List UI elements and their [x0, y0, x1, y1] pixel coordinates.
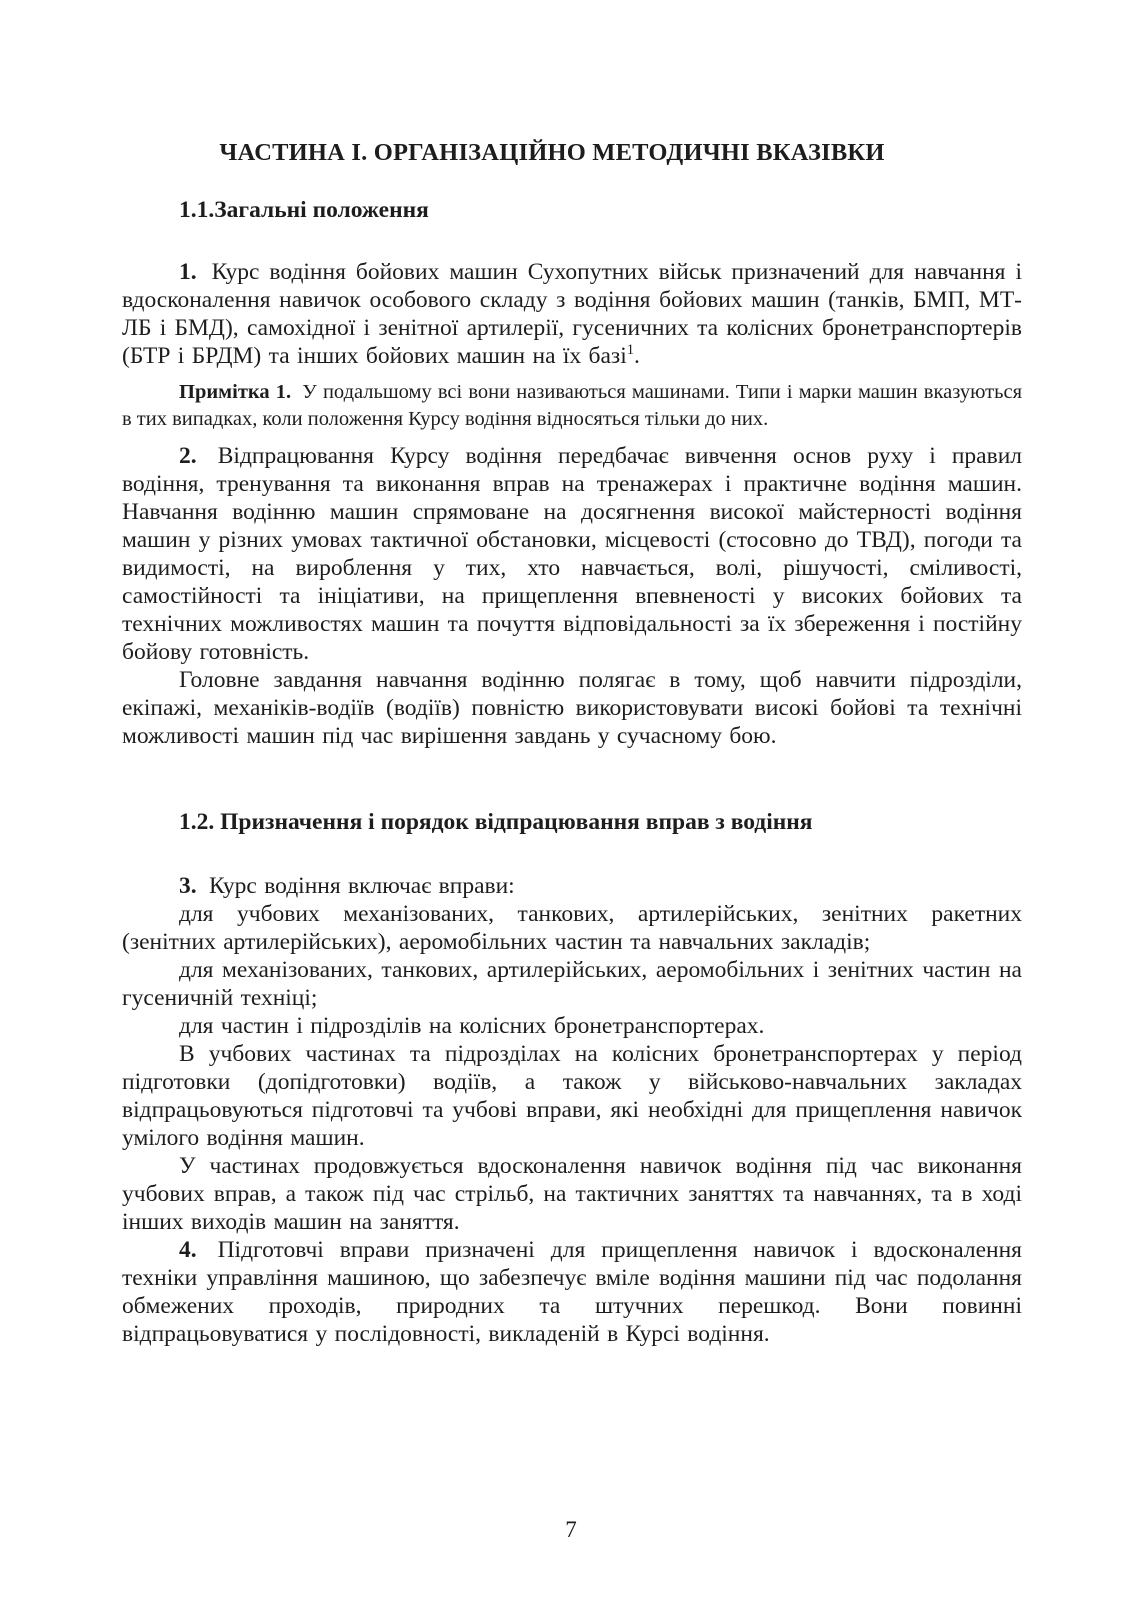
paragraph-4-text: Курс водіння включає вправи:	[201, 873, 515, 899]
footnote-marker: 1	[626, 342, 635, 359]
paragraph-2-text: Відпрацювання Курсу водіння передбачає вивчення основ руху і правил водіння, тренування та виконання вправ на тренажерах і практичне водіння машин. Навчання водінню машин спрямоване на досягнення високої майстерності водіння машин у різних умовах тактичної обстановки, місцевості (стосовно до ТВД), погоди та видимості, на вироблення у тих, хто навчається, волі, рішучості, сміливості, самостійності та ініціативи, на прищеплення впевненості у високих бойових та технічних можливостях машин та почуття відповідальності за їх збереження і постійну бойову готовність.	[122, 443, 1022, 665]
paragraph-1-text: Курс водіння бойових машин Сухопутних військ призначений для навчання і вдосконалення навичок особового складу з водіння бойових машин (танків, БМП, МТ-ЛБ і БМД), самохідної і зенітної артилерії, гусеничних та колісних бронетранспортерів (БТР і БРДМ) та інших бойових машин на їх базі	[122, 259, 1022, 369]
paragraph-3: Головне завдання навчання водінню полягає в тому, щоб навчити підрозділи, екіпажі, механіків-водіїв (водіїв) повністю використовувати високі бойові та технічні можливості машин під час вирішення завдань у сучасному бою.	[122, 667, 1022, 749]
list-item-wheeled-units: для частин і підрозділів на колісних бронетранспортерах.	[179, 1013, 765, 1039]
paragraph-4-number: 3.	[179, 873, 197, 899]
paragraph-1	[122, 258, 1022, 370]
section-1-2-heading: 1.2. Призначення і порядок відпрацювання вправ з водіння	[179, 809, 813, 835]
note-label: Примітка 1.	[179, 381, 292, 403]
section-1-1-heading: 1.1.Загальні положення	[179, 197, 429, 223]
paragraph-10-number: 4.	[179, 1237, 197, 1263]
paragraph-1-tail: .	[634, 343, 640, 369]
list-item-tracked-units: для механізованих, танкових, артилерійських, аеромобільних і зенітних частин на гусеничній техніці;	[122, 957, 1022, 1011]
paragraph-9: У частинах продовжується вдосконалення навичок водіння під час виконання учбових вправ, а також під час стрільб, на тактичних заняттях та навчаннях, та в ході інших виходів машин на заняття.	[122, 1153, 1022, 1235]
paragraph-4	[122, 872, 1022, 900]
page-number: 7	[565, 1517, 577, 1542]
part-title: ЧАСТИНА І. ОРГАНІЗАЦІЙНО МЕТОДИЧНІ ВКАЗІВКИ	[219, 139, 885, 166]
paragraph-2	[122, 442, 1022, 666]
note-text: У подальшому всі вони називаються машинами. Типи і марки машин вказуються в тих випадках, коли положення Курсу водіння відносяться тільки до них.	[122, 381, 1022, 430]
list-item-training-units: для учбових механізованих, танкових, артилерійських, зенітних ракетних (зенітних артилерійських), аеромобільних частин та навчальних закладів;	[122, 901, 1022, 955]
paragraph-2-number: 2.	[179, 443, 197, 469]
note-paragraph	[122, 379, 1022, 433]
paragraph-1-number: 1.	[179, 259, 197, 285]
paragraph-8: В учбових частинах та підрозділах на колісних бронетранспортерах у період підготовки (допідготовки) водіїв, а також у військово-навчальних закладах відпрацьовуються підготовчі та учбові вправи, які необхідні для прищеплення навичок умілого водіння машин.	[122, 1041, 1022, 1151]
paragraph-10-text: Підготовчі вправи призначені для прищеплення навичок і вдосконалення техніки управління машиною, що забезпечує вміле водіння машини під час подолання обмежених проходів, природних та штучних перешкод. Вони повинні відпрацьовуватися у послідовності, викладеній в Курсі водіння.	[122, 1237, 1022, 1347]
paragraph-10	[122, 1236, 1022, 1348]
